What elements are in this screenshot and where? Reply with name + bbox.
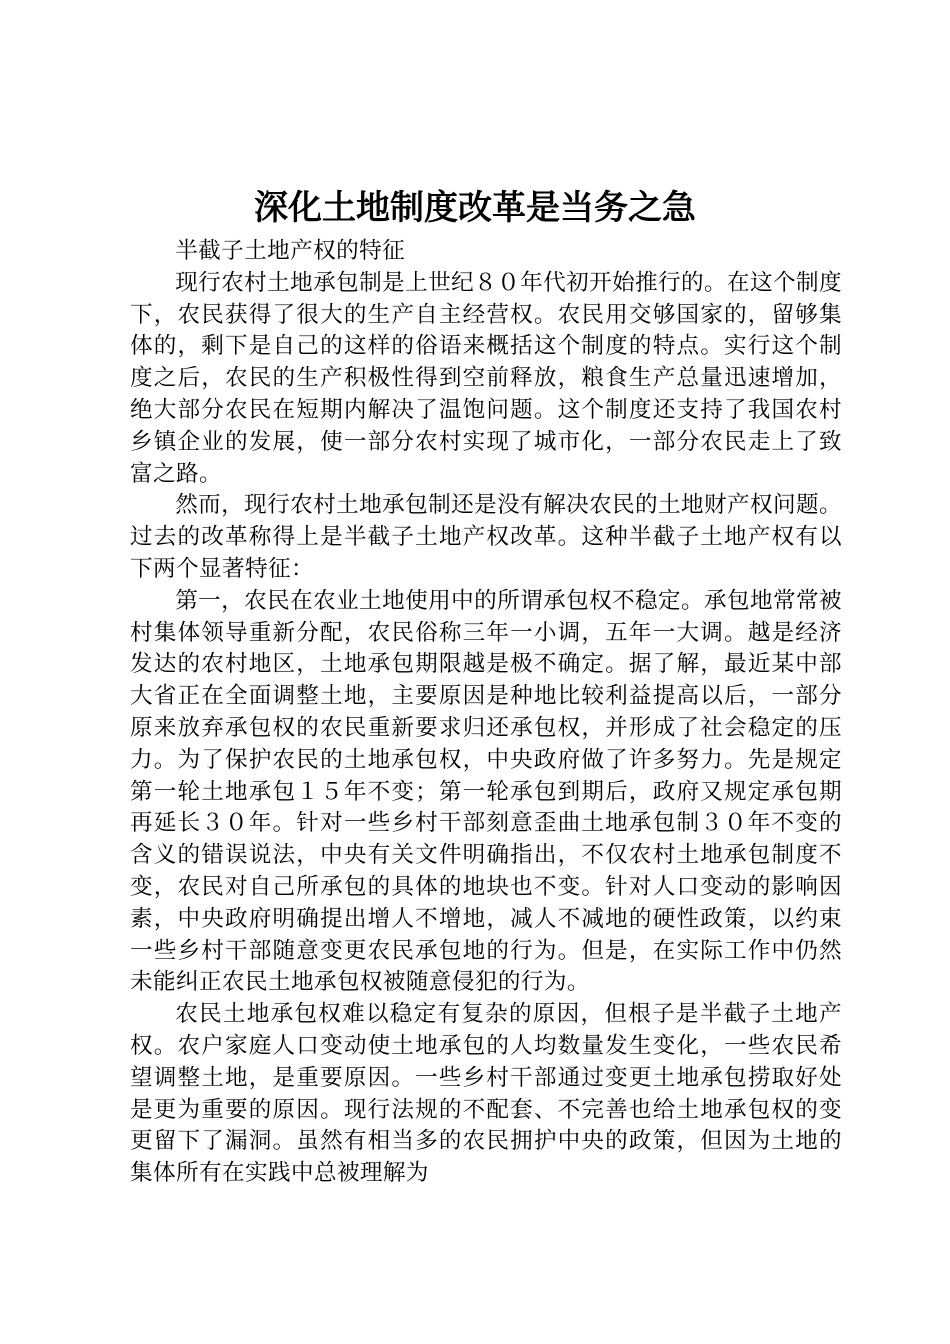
document-body	[130, 236, 842, 1190]
paragraph: 第一，农民在农业土地使用中的所谓承包权不稳定。承包地常常被村集体领导重新分配，农民俗称三年一小调，五年一大调。越是经济发达的农村地区，土地承包期限越是极不确定。据了解，最近某中部大省正在全面调整土地，主要原因是种地比较利益提高以后，一部分原来放弃承包权的农民重新要求归还承包权，并形成了社会稳定的压力。为了保护农民的土地承包权，中央政府做了许多努力。先是规定第一轮土地承包１５年不变；第一轮承包到期后，政府又规定承包期再延长３０年。针对一些乡村干部刻意歪曲土地承包制３０年不变的含义的错误说法，中央有关文件明确指出，不仅农村土地承包制度不变，农民对自己所承包的具体的地块也不变。针对人口变动的影响因素，中央政府明确提出增人不增地，减人不减地的硬性政策，以约束一些乡村干部随意变更农民承包地的行为。但是，在实际工作中仍然未能纠正农民土地承包权被随意侵犯的行为。	[130, 587, 843, 996]
document-title: 深化土地制度改革是当务之急	[254, 188, 696, 228]
paragraph: 现行农村土地承包制是上世纪８０年代初开始推行的。在这个制度下，农民获得了很大的生产自主经营权。农民用交够国家的，留够集体的，剩下是自己的这样的俗语来概括这个制度的特点。实行这个制度之后，农民的生产积极性得到空前释放，粮食生产总量迅速增加，绝大部分农民在短期内解决了温饱问题。这个制度还支持了我国农村乡镇企业的发展，使一部分农村实现了城市化，一部分农民走上了致富之路。	[130, 269, 843, 487]
paragraph: 然而，现行农村土地承包制还是没有解决农民的土地财产权问题。过去的改革称得上是半截子土地产权改革。这种半截子土地产权有以下两个显著特征：	[130, 492, 843, 582]
section-heading: 半截子土地产权的特征	[175, 238, 406, 264]
paragraph: 农民土地承包权难以稳定有复杂的原因，但根子是半截子土地产权。农户家庭人口变动使土地承包的人均数量发生变化，一些农民希望调整土地，是重要原因。一些乡村干部通过变更土地承包捞取好处是更为重要的原因。现行法规的不配套、不完善也给土地承包权的变更留下了漏洞。虽然有相当多的农民拥护中央的政策，但因为土地的集体所有在实践中总被理解为	[130, 1001, 842, 1187]
